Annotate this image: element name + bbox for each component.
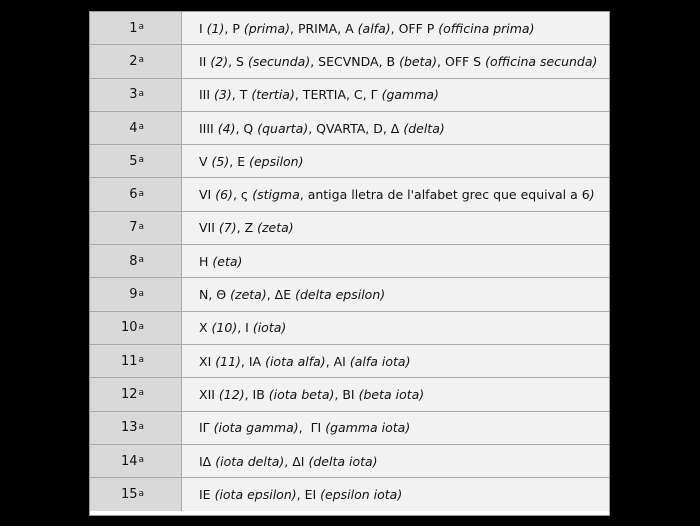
table-row [90, 378, 609, 411]
ordinal-suffix: a [138, 22, 144, 33]
ordinal-suffix: a [138, 255, 144, 266]
ordinal-suffix: a [138, 421, 144, 432]
italic-gloss: (iota beta) [268, 386, 335, 402]
designation-text: , S [228, 53, 248, 69]
ordinal-cell [90, 45, 182, 77]
designation-text: , ΔE [266, 287, 296, 303]
italic-gloss: (12) [218, 386, 245, 402]
italic-gloss: (iota gamma) [213, 420, 299, 436]
designation-text: , Z [236, 220, 258, 236]
italic-gloss: (epsilon iota) [320, 487, 403, 503]
table-row [90, 445, 609, 478]
italic-gloss: (gamma) [381, 87, 439, 103]
designation-text: IIII [199, 120, 218, 136]
designation-text: V [199, 153, 212, 169]
italic-gloss: (iota delta) [215, 453, 285, 469]
ordinal-cell [90, 345, 182, 377]
designation-text: , QVARTA, D, Δ [308, 120, 404, 136]
italic-gloss: (10) [211, 320, 238, 336]
italic-gloss: (officina prima) [438, 20, 535, 36]
italic-gloss: (beta) [399, 53, 438, 69]
designation-cell [182, 79, 609, 111]
ordinal-cell [90, 145, 182, 177]
ordinal-number: 10 [120, 320, 138, 336]
ordinal-cell [90, 212, 182, 244]
designation-text: , PRIMA, A [290, 20, 358, 36]
italic-gloss: (zeta) [257, 220, 294, 236]
italic-gloss: (iota) [252, 320, 287, 336]
designation-text: , P [224, 20, 244, 36]
italic-gloss: (stigma [252, 187, 300, 203]
italic-gloss: (delta) [403, 120, 445, 136]
ordinal-number: 4 [129, 120, 138, 136]
italic-gloss: (6) [215, 187, 233, 203]
table-row [90, 278, 609, 311]
designation-cell [182, 112, 609, 144]
italic-gloss: (alfa) [357, 20, 391, 36]
designation-text: IΔ [199, 453, 216, 469]
ordinal-number: 3 [129, 87, 138, 103]
ordinal-number: 14 [120, 453, 138, 469]
designation-cell [182, 312, 609, 344]
ordinal-suffix: a [138, 55, 144, 66]
table-row [90, 45, 609, 78]
ordinal-number: 5 [129, 153, 138, 169]
italic-gloss: (epsilon) [249, 153, 304, 169]
italic-gloss: (4) [217, 120, 236, 136]
ordinal-suffix: a [138, 388, 144, 399]
ordinal-cell [90, 112, 182, 144]
designation-text: I [199, 20, 207, 36]
italic-gloss: (7) [218, 220, 237, 236]
ordinal-number: 15 [120, 487, 138, 503]
designation-text: X [199, 320, 212, 336]
table-row [90, 412, 609, 445]
ordinal-cell [90, 378, 182, 410]
italic-gloss: (beta iota) [358, 386, 425, 402]
designation-text: , ς [232, 187, 253, 203]
designation-text: VI [199, 187, 216, 203]
italic-gloss: (alfa iota) [349, 353, 411, 369]
italic-gloss: (officina secunda) [485, 53, 598, 69]
italic-gloss: (secunda) [247, 53, 311, 69]
ordinal-number: 13 [120, 420, 138, 436]
designation-cell [182, 478, 609, 511]
italic-gloss: (delta epsilon) [295, 287, 386, 303]
ordinal-cell [90, 412, 182, 444]
designation-cell [182, 212, 609, 244]
designation-text: VII [199, 220, 219, 236]
italic-gloss: (iota alfa) [265, 353, 326, 369]
designation-cell [182, 278, 609, 310]
designation-cell [182, 178, 609, 210]
designation-cell [182, 412, 609, 444]
table-row [90, 12, 609, 45]
ordinal-number: 7 [129, 220, 138, 236]
designation-text: , ΔI [284, 453, 309, 469]
designation-cell [182, 45, 609, 77]
italic-gloss: (iota epsilon) [214, 487, 297, 503]
ordinal-suffix: a [138, 122, 144, 133]
ordinal-number: 1 [129, 20, 138, 36]
designation-text: IΓ [199, 420, 214, 436]
designation-cell [182, 345, 609, 377]
designation-cell [182, 12, 609, 44]
designation-text: II [199, 53, 211, 69]
designation-text: N, Θ [199, 287, 231, 303]
designation-text: , IA [240, 353, 266, 369]
ordinal-cell [90, 478, 182, 511]
designation-text: , T [231, 87, 252, 103]
ordinal-suffix: a [138, 155, 144, 166]
ordinal-suffix: a [138, 88, 144, 99]
italic-gloss: (gamma iota) [325, 420, 411, 436]
designation-text: , OFF S [437, 53, 486, 69]
ordinal-suffix: a [138, 188, 144, 199]
ordinal-cell [90, 79, 182, 111]
designation-text: , AI [325, 353, 350, 369]
italic-gloss: (11) [215, 353, 241, 369]
designation-text: , TERTIA, C, Γ [294, 87, 382, 103]
italic-gloss: ) [589, 187, 595, 203]
designation-text: , EI [296, 487, 321, 503]
designation-text: , antiga lletra de l'alfabet grec que equival a 6 [299, 187, 590, 203]
designation-text: , IB [244, 386, 269, 402]
italic-gloss: (zeta) [230, 287, 267, 303]
designation-text: XII [199, 386, 219, 402]
italic-gloss: (delta iota) [308, 453, 378, 469]
table-row [90, 345, 609, 378]
table-row [90, 212, 609, 245]
ordinal-number: 8 [129, 253, 138, 269]
designation-cell [182, 245, 609, 277]
table-row [90, 245, 609, 278]
designation-cell [182, 445, 609, 477]
ordinal-suffix: a [138, 488, 144, 499]
ordinal-number: 6 [129, 187, 138, 203]
officina-table [89, 11, 610, 516]
ordinal-number: 9 [129, 287, 138, 303]
designation-text: , OFF P [390, 20, 439, 36]
designation-text: IE [199, 487, 215, 503]
table-row [90, 478, 609, 511]
table-row [90, 312, 609, 345]
italic-gloss: (quarta) [257, 120, 309, 136]
ordinal-cell [90, 312, 182, 344]
italic-gloss: (2) [210, 53, 229, 69]
ordinal-cell [90, 278, 182, 310]
designation-text: , I [237, 320, 253, 336]
designation-text: H [199, 253, 213, 269]
designation-text: , SECVNDA, B [310, 53, 400, 69]
ordinal-cell [90, 12, 182, 44]
designation-cell [182, 145, 609, 177]
italic-gloss: (prima) [243, 20, 290, 36]
table-row [90, 178, 609, 211]
ordinal-cell [90, 445, 182, 477]
ordinal-number: 11 [120, 353, 138, 369]
designation-text: , ΓI [298, 420, 326, 436]
ordinal-cell [90, 245, 182, 277]
table-row [90, 79, 609, 112]
italic-gloss: (1) [206, 20, 225, 36]
ordinal-number: 12 [120, 386, 138, 402]
designation-text: , BI [334, 386, 359, 402]
ordinal-suffix: a [138, 321, 144, 332]
designation-text: , Q [235, 120, 258, 136]
ordinal-suffix: a [138, 221, 144, 232]
designation-text: XI [199, 353, 216, 369]
ordinal-suffix: a [138, 288, 144, 299]
italic-gloss: (eta) [212, 253, 243, 269]
ordinal-cell [90, 178, 182, 210]
ordinal-suffix: a [138, 355, 144, 366]
designation-text: III [199, 87, 215, 103]
designation-text: , E [229, 153, 250, 169]
italic-gloss: (tertia) [251, 87, 295, 103]
italic-gloss: (3) [214, 87, 232, 103]
table-row [90, 145, 609, 178]
table-row [90, 112, 609, 145]
ordinal-number: 2 [129, 53, 138, 69]
ordinal-suffix: a [138, 455, 144, 465]
designation-cell [182, 378, 609, 410]
italic-gloss: (5) [211, 153, 230, 169]
